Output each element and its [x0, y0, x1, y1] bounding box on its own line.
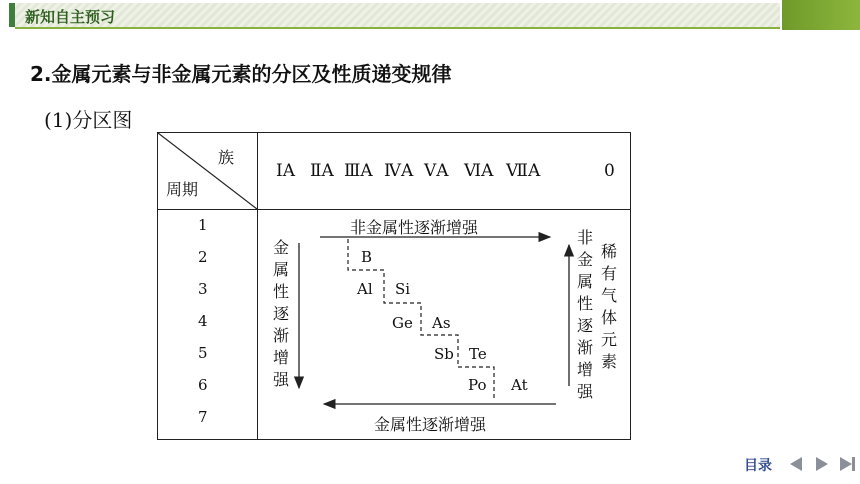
period-1: 1 — [198, 216, 208, 234]
group-header-6: ⅥA — [464, 161, 494, 181]
group-header-3: ⅢA — [344, 161, 373, 181]
diagram-subheading: (1)分区图 — [44, 108, 133, 132]
noble-gas-label: 稀有气体元素 — [600, 242, 617, 371]
last-page-icon[interactable] — [840, 457, 855, 471]
corner-period-label: 周期 — [166, 180, 199, 199]
corner-group-label: 族 — [218, 148, 235, 167]
header-band — [15, 3, 780, 29]
group-header-2: ⅡA — [310, 161, 334, 181]
group-header-4: ⅣA — [384, 161, 414, 181]
header-bar — [0, 0, 860, 30]
element-Al: Al — [357, 280, 373, 298]
period-4: 4 — [198, 312, 208, 330]
group-header-5: ⅤA — [424, 161, 449, 181]
element-Po: Po — [468, 376, 487, 394]
next-arrow-icon[interactable] — [816, 457, 828, 471]
right-arrow-label: 非金属性逐渐增强 — [576, 228, 593, 401]
element-Sb: Sb — [434, 345, 454, 363]
header-green-block — [782, 0, 860, 30]
group-header-7: ⅦA — [506, 161, 541, 181]
left-arrow-label: 金属性逐渐增强 — [272, 238, 289, 389]
nav-controls — [786, 455, 856, 473]
period-2: 2 — [198, 248, 208, 266]
element-B: B — [361, 248, 373, 266]
period-3: 3 — [198, 280, 208, 298]
element-Te: Te — [469, 345, 487, 363]
period-5: 5 — [198, 344, 208, 362]
prev-arrow-icon[interactable] — [790, 457, 802, 471]
element-At: At — [511, 376, 528, 394]
partition-diagram — [157, 132, 631, 440]
group-header-1: ⅠA — [276, 161, 295, 181]
period-7: 7 — [198, 408, 208, 426]
bottom-arrow-label: 金属性逐渐增强 — [374, 415, 487, 434]
toc-link[interactable]: 目录 — [744, 458, 772, 474]
element-Ge: Ge — [392, 314, 413, 332]
top-arrow-label: 非金属性逐渐增强 — [350, 218, 479, 237]
period-6: 6 — [198, 376, 208, 394]
section-label: 新知自主预习 — [25, 8, 116, 26]
page-heading: 2.金属元素与非金属元素的分区及性质递变规律 — [30, 62, 452, 86]
group-header-8: 0 — [604, 161, 615, 181]
element-Si: Si — [395, 280, 411, 298]
element-As: As — [432, 314, 451, 332]
